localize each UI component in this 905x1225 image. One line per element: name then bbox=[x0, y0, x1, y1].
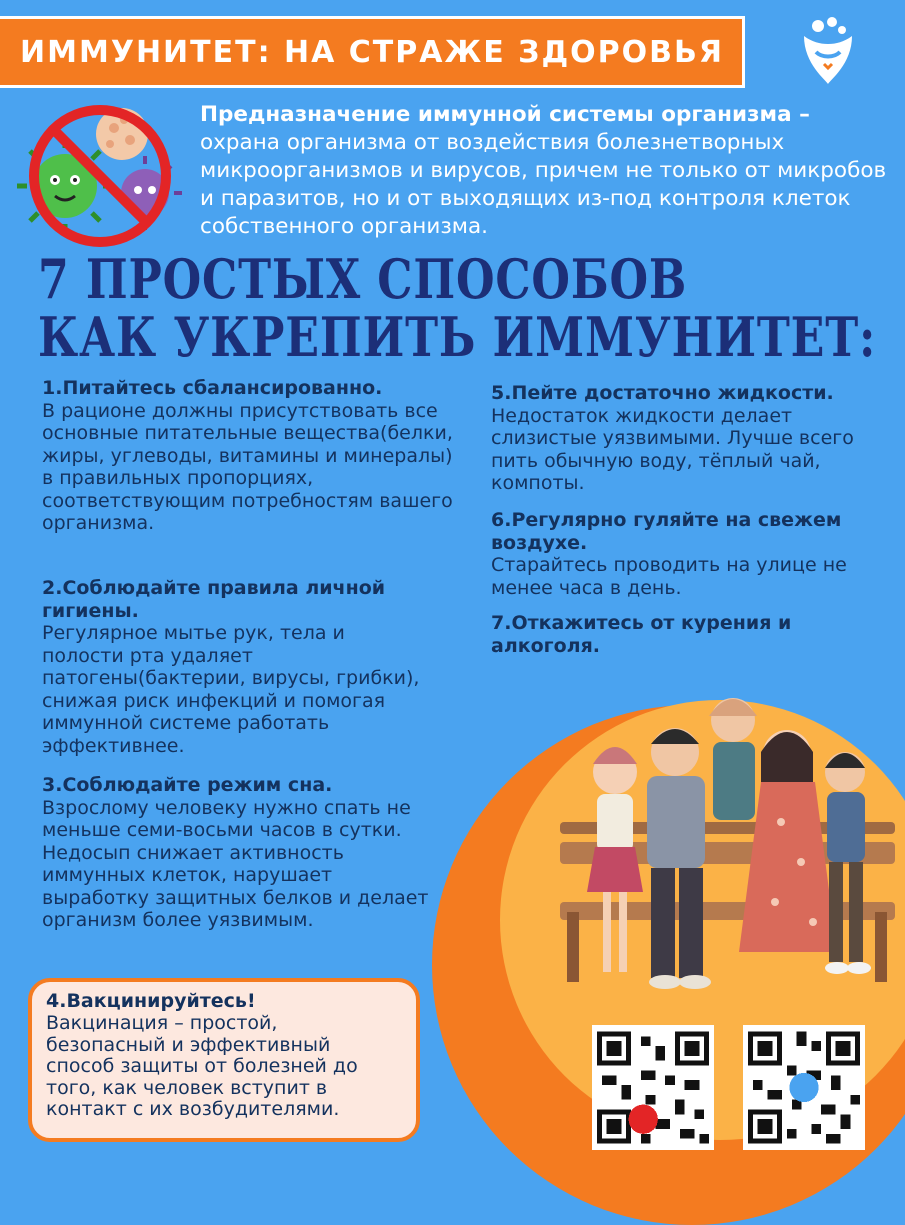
tip-1-body: В рационе должны присутствовать все основные питательные вещества(белки, жиры, углеводы, витамины и минералы) в правильных пропорциях, соответствующим потребностям вашего организма. bbox=[42, 399, 453, 534]
tip-1 bbox=[42, 377, 467, 535]
title-banner bbox=[0, 16, 745, 88]
intro-text: охрана организма от воздействия болезнетворных микроорганизмов и вирусов, причем не только от микробов и паразитов, но и от выходящих из-под контроля клеток собственного организма. bbox=[200, 130, 887, 239]
tip-5 bbox=[491, 382, 891, 495]
no-virus-icon bbox=[10, 98, 185, 248]
tip-4-body: Вакцинация – простой, безопасный и эффективный способ защиты от болезней до того, как человек вступит в контакт с их возбудителями. bbox=[46, 1012, 358, 1120]
intro-paragraph bbox=[200, 101, 890, 241]
tip-5-title: 5.Пейте достаточно жидкости. bbox=[491, 382, 834, 404]
tip-3-body: Взрослому человеку нужно спать не меньше семи-восьми часов в сутки. Недосып снижает активность иммунных клеток, нарушает выработку защитных белков и делает организм более уязвимым. bbox=[42, 796, 429, 931]
tip-6-title: 6.Регулярно гуляйте на свежем воздухе. bbox=[491, 509, 842, 554]
page-title: ИММУНИТЕТ: НА СТРАЖЕ ЗДОРОВЬЯ bbox=[20, 34, 724, 70]
family-illustration bbox=[555, 672, 900, 1017]
tip-4-title: 4.Вакцинируйтесь! bbox=[46, 990, 256, 1012]
tip-1-title: 1.Питайтесь сбалансированно. bbox=[42, 377, 383, 399]
intro-bold-text: Предназначение иммунной системы организма – bbox=[200, 102, 810, 127]
headline-line-1: 7 ПРОСТЫХ СПОСОБОВ bbox=[38, 247, 688, 311]
tip-7-title: 7.Откажитесь от курения и алкоголя. bbox=[491, 612, 792, 657]
qr-code-icon[interactable] bbox=[592, 1025, 714, 1150]
tip-3 bbox=[42, 774, 437, 932]
tip-5-body: Недостаток жидкости делает слизистые уязвимыми. Лучше всего пить обычную воду, тёплый чай, компоты. bbox=[491, 404, 854, 494]
main-headline bbox=[38, 247, 877, 369]
tip-2-body: Регулярное мытье рук, тела и полости рта удаляет патогены(бактерии, вирусы, грибки), снижая риск инфекций и помогая иммунной системе работать эффективнее. bbox=[42, 622, 420, 757]
tip-7 bbox=[491, 612, 801, 657]
headline-line-2: КАК УКРЕПИТЬ ИММУНИТЕТ: bbox=[38, 305, 877, 369]
tip-2-title: 2.Соблюдайте правила личной гигиены. bbox=[42, 577, 386, 622]
tip-3-title: 3.Соблюдайте режим сна. bbox=[42, 774, 333, 796]
qr-code-icon[interactable] bbox=[743, 1025, 865, 1150]
vaccination-box bbox=[28, 978, 420, 1142]
tip-2 bbox=[42, 577, 422, 757]
tip-6-body: Старайтесь проводить на улице не менее часа в день. bbox=[491, 554, 847, 599]
tip-6 bbox=[491, 509, 891, 599]
logo-icon bbox=[796, 14, 860, 86]
